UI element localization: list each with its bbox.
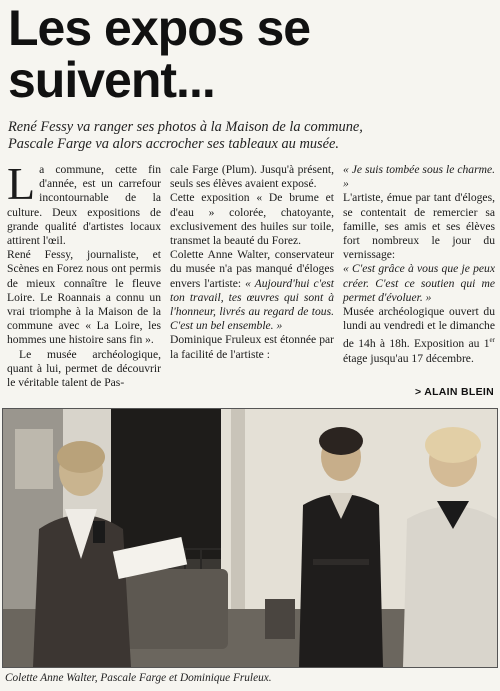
paragraph: Cette exposition « De brume et d'eau » colorée, chatoyante, exclusivement des huiles sur toile, transmet la beauté du Forez. xyxy=(170,191,334,248)
paragraph: L'artiste, émue par tant d'éloges, se contentait de remercier sa famille, ses amis et ses élèves fort nombreux le jour du vernissage: xyxy=(343,191,495,262)
byline: > ALAIN BLEIN xyxy=(414,386,494,398)
quote: « C'est grâce à vous que je peux créer. C'est ce soutien qui me permet d'évoluer. » xyxy=(343,262,495,304)
paragraph-text: Musée archéologique ouvert du lundi au vendredi et le dimanche de 14h à 18h. Exposition au 1 xyxy=(343,305,495,351)
paragraph: René Fessy, journaliste, et Scènes en Forez nous ont permis de mieux connaître le fleuve Loire. Le Roannais a connu un vrai triomphe à la Maison de la commune avec « La Loire, les hommes une histoire sans fin ». xyxy=(7,248,161,347)
paragraph xyxy=(7,158,161,248)
headline-line-1: Les expos se xyxy=(8,0,311,56)
article-column-2 xyxy=(170,163,334,362)
paragraph: Le musée archéologique, quant à lui, permet de découvrir le véritable talent de Pas- xyxy=(7,347,161,390)
headline-line-2: suivent... xyxy=(8,52,215,108)
photo-illustration xyxy=(3,409,497,667)
article-column-1 xyxy=(7,158,161,390)
photo-caption: Colette Anne Walter, Pascale Farge et Dominique Fruleux. xyxy=(5,672,272,684)
quote: « Aujourd'hui c'est ton travail, tes œuvres qui sont à l'honneur, livrés au regard de tous. C'est un bel ensemble. » xyxy=(170,276,334,333)
superscript: er xyxy=(489,336,495,345)
article-column-3 xyxy=(343,163,495,366)
article-photo xyxy=(2,408,498,668)
paragraph-text: a commune, cette fin d'année, est un carrefour incontournable de la culture. Deux expositions de grande qualité d'artistes locaux attirent l'œil. xyxy=(7,163,161,248)
paragraph: cale Farge (Plum). Jusqu'à présent, seuls ses élèves avaient exposé. xyxy=(170,163,334,191)
quote: « Je suis tombée sous le charme. » xyxy=(343,163,495,191)
headline xyxy=(8,2,478,106)
drop-cap: L xyxy=(7,158,36,209)
standfirst-line-2: Pascale Farge va alors accrocher ses tableaux au musée. xyxy=(8,136,340,152)
standfirst-line-1: René Fessy va ranger ses photos à la Maison de la commune, xyxy=(8,119,363,135)
paragraph xyxy=(170,248,334,333)
paragraph-text: étage jusqu'au 17 décembre. xyxy=(343,351,474,365)
paragraph: Dominique Fruleux est étonnée par la facilité de l'artiste : xyxy=(170,333,334,361)
paragraph xyxy=(343,305,495,366)
standfirst xyxy=(8,119,494,153)
paragraph-text: Colette Anne Walter, conservateur du musée n'a pas manqué d'éloges envers l'artiste: xyxy=(170,248,334,290)
